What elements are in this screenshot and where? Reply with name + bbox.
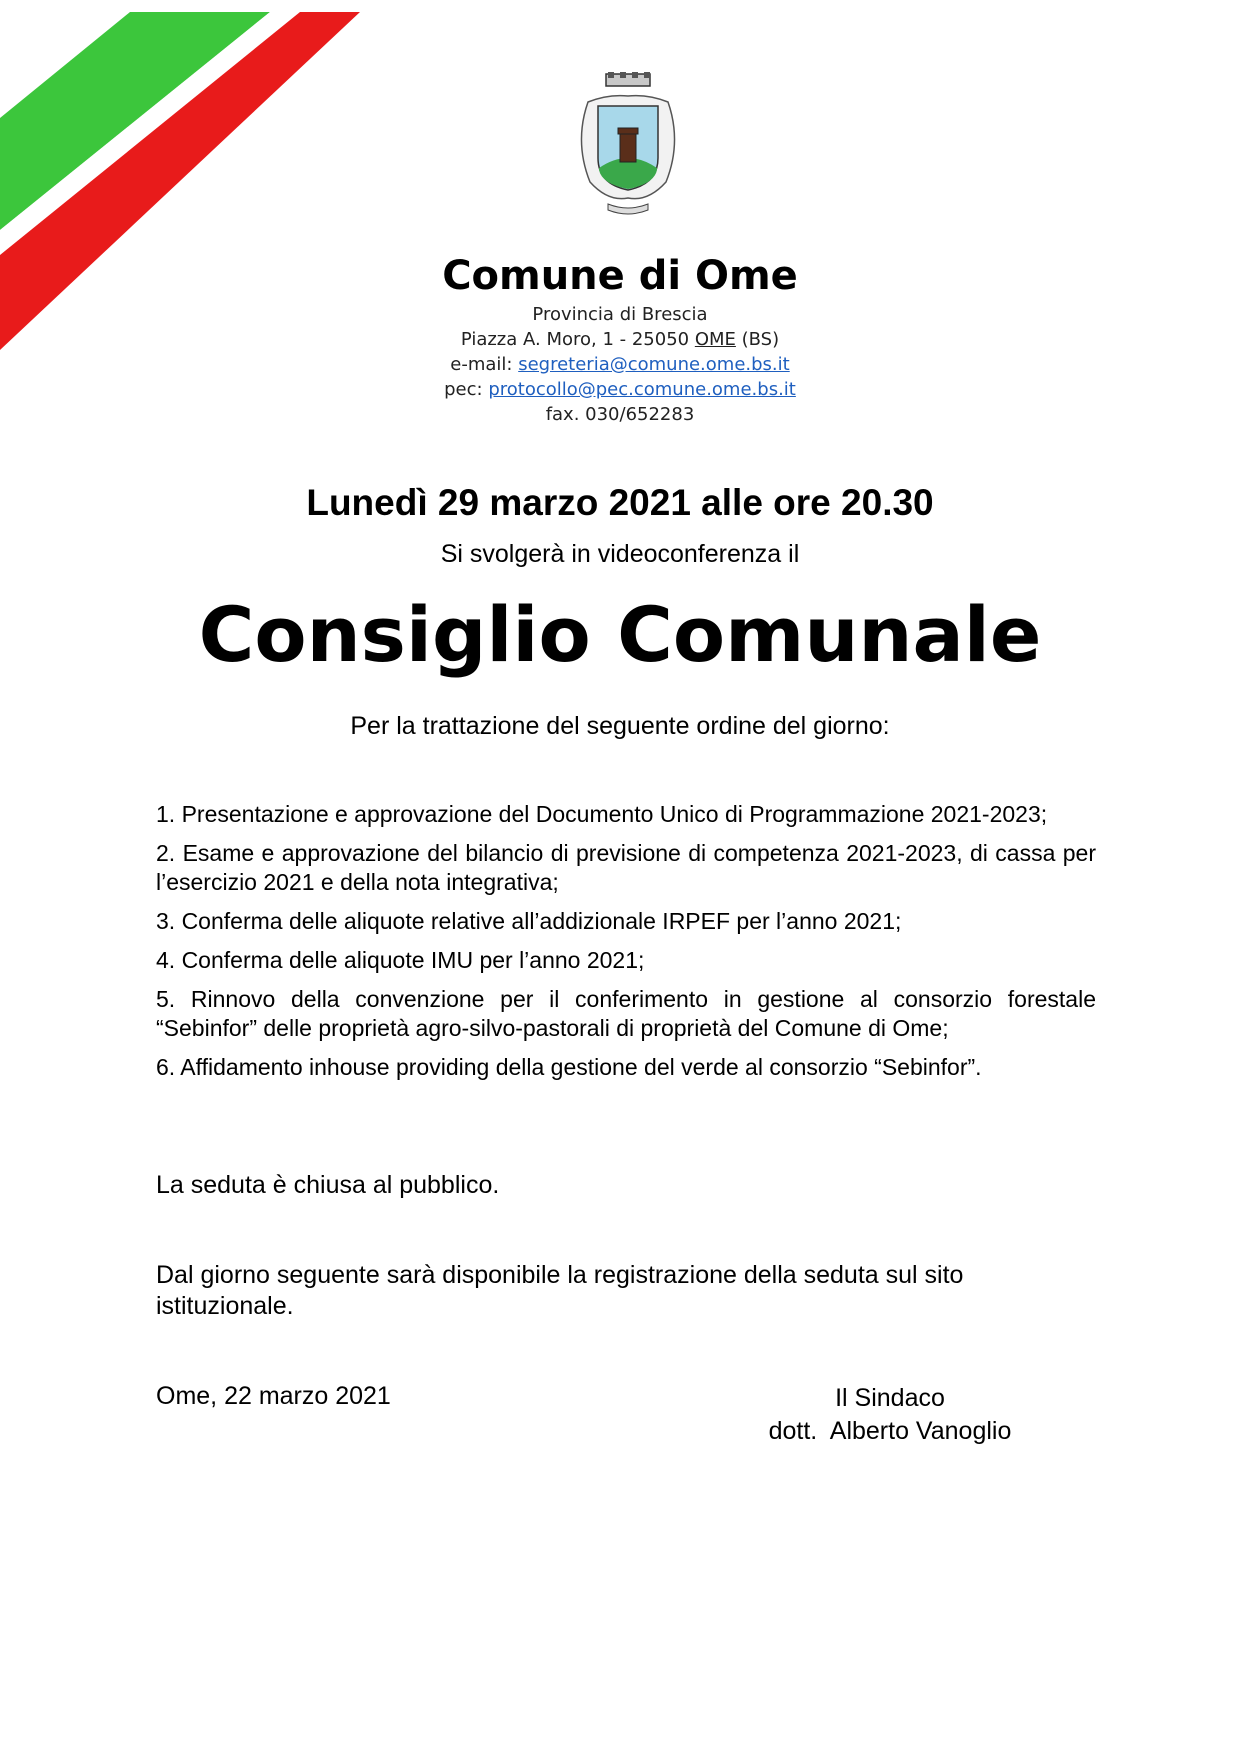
- province-line: Provincia di Brescia: [532, 304, 708, 325]
- place-date: Ome, 22 marzo 2021: [156, 1382, 391, 1410]
- crest-icon: [568, 72, 688, 222]
- pec-line: [0, 377, 1240, 402]
- agenda-item: 4. Conferma delle aliquote IMU per l’anno 2021;: [156, 947, 645, 973]
- email-line: [0, 352, 1240, 377]
- meeting-title: Consiglio Comunale: [198, 590, 1042, 679]
- municipality-header: [0, 250, 1240, 427]
- agenda-list: [156, 800, 1096, 1092]
- agenda-item: 5. Rinnovo della convenzione per il conferimento in gestione al consorzio forestale “Sebinfor” delle proprietà agro-silvo-pastorali di proprietà del Comune di Ome;: [156, 986, 1096, 1041]
- address-province-code: (BS): [735, 329, 780, 350]
- recording-note: Dal giorno seguente sarà disponibile la registrazione della seduta sul sito istituzionale.: [156, 1261, 964, 1320]
- agenda-subtitle: Per la trattazione del seguente ordine del giorno:: [350, 712, 890, 740]
- pec-label: pec:: [444, 379, 489, 400]
- agenda-item: 3. Conferma delle aliquote relative all’addizionale IRPEF per l’anno 2021;: [156, 908, 902, 934]
- address-street: Piazza A. Moro, 1 - 25050: [460, 329, 695, 350]
- mayor-role: Il Sindaco: [835, 1384, 945, 1412]
- address-city: OME: [694, 329, 736, 350]
- address-line: [0, 327, 1240, 352]
- fax-line: fax. 030/652283: [545, 404, 695, 425]
- agenda-item: 6. Affidamento inhouse providing della gestione del verde al consorzio “Sebinfor”.: [156, 1054, 982, 1080]
- email-link[interactable]: segreteria@comune.ome.bs.it: [518, 354, 790, 375]
- agenda-item: 2. Esame e approvazione del bilancio di previsione di competenza 2021-2023, di cassa per l’esercizio 2021 e della nota integrativa;: [156, 840, 1096, 895]
- pec-link[interactable]: protocollo@pec.comune.ome.bs.it: [488, 379, 796, 400]
- meeting-date: Lunedì 29 marzo 2021 alle ore 20.30: [306, 482, 934, 523]
- closed-session-note: La seduta è chiusa al pubblico.: [156, 1171, 500, 1199]
- email-label: e-mail:: [450, 354, 519, 375]
- municipality-title: Comune di Ome: [442, 253, 798, 299]
- agenda-item: 1. Presentazione e approvazione del Documento Unico di Programmazione 2021-2023;: [156, 801, 1048, 827]
- signature-block: [720, 1382, 1060, 1448]
- mayor-name: dott. Alberto Vanoglio: [768, 1417, 1012, 1445]
- meeting-intro: Si svolgerà in videoconferenza il: [440, 540, 800, 568]
